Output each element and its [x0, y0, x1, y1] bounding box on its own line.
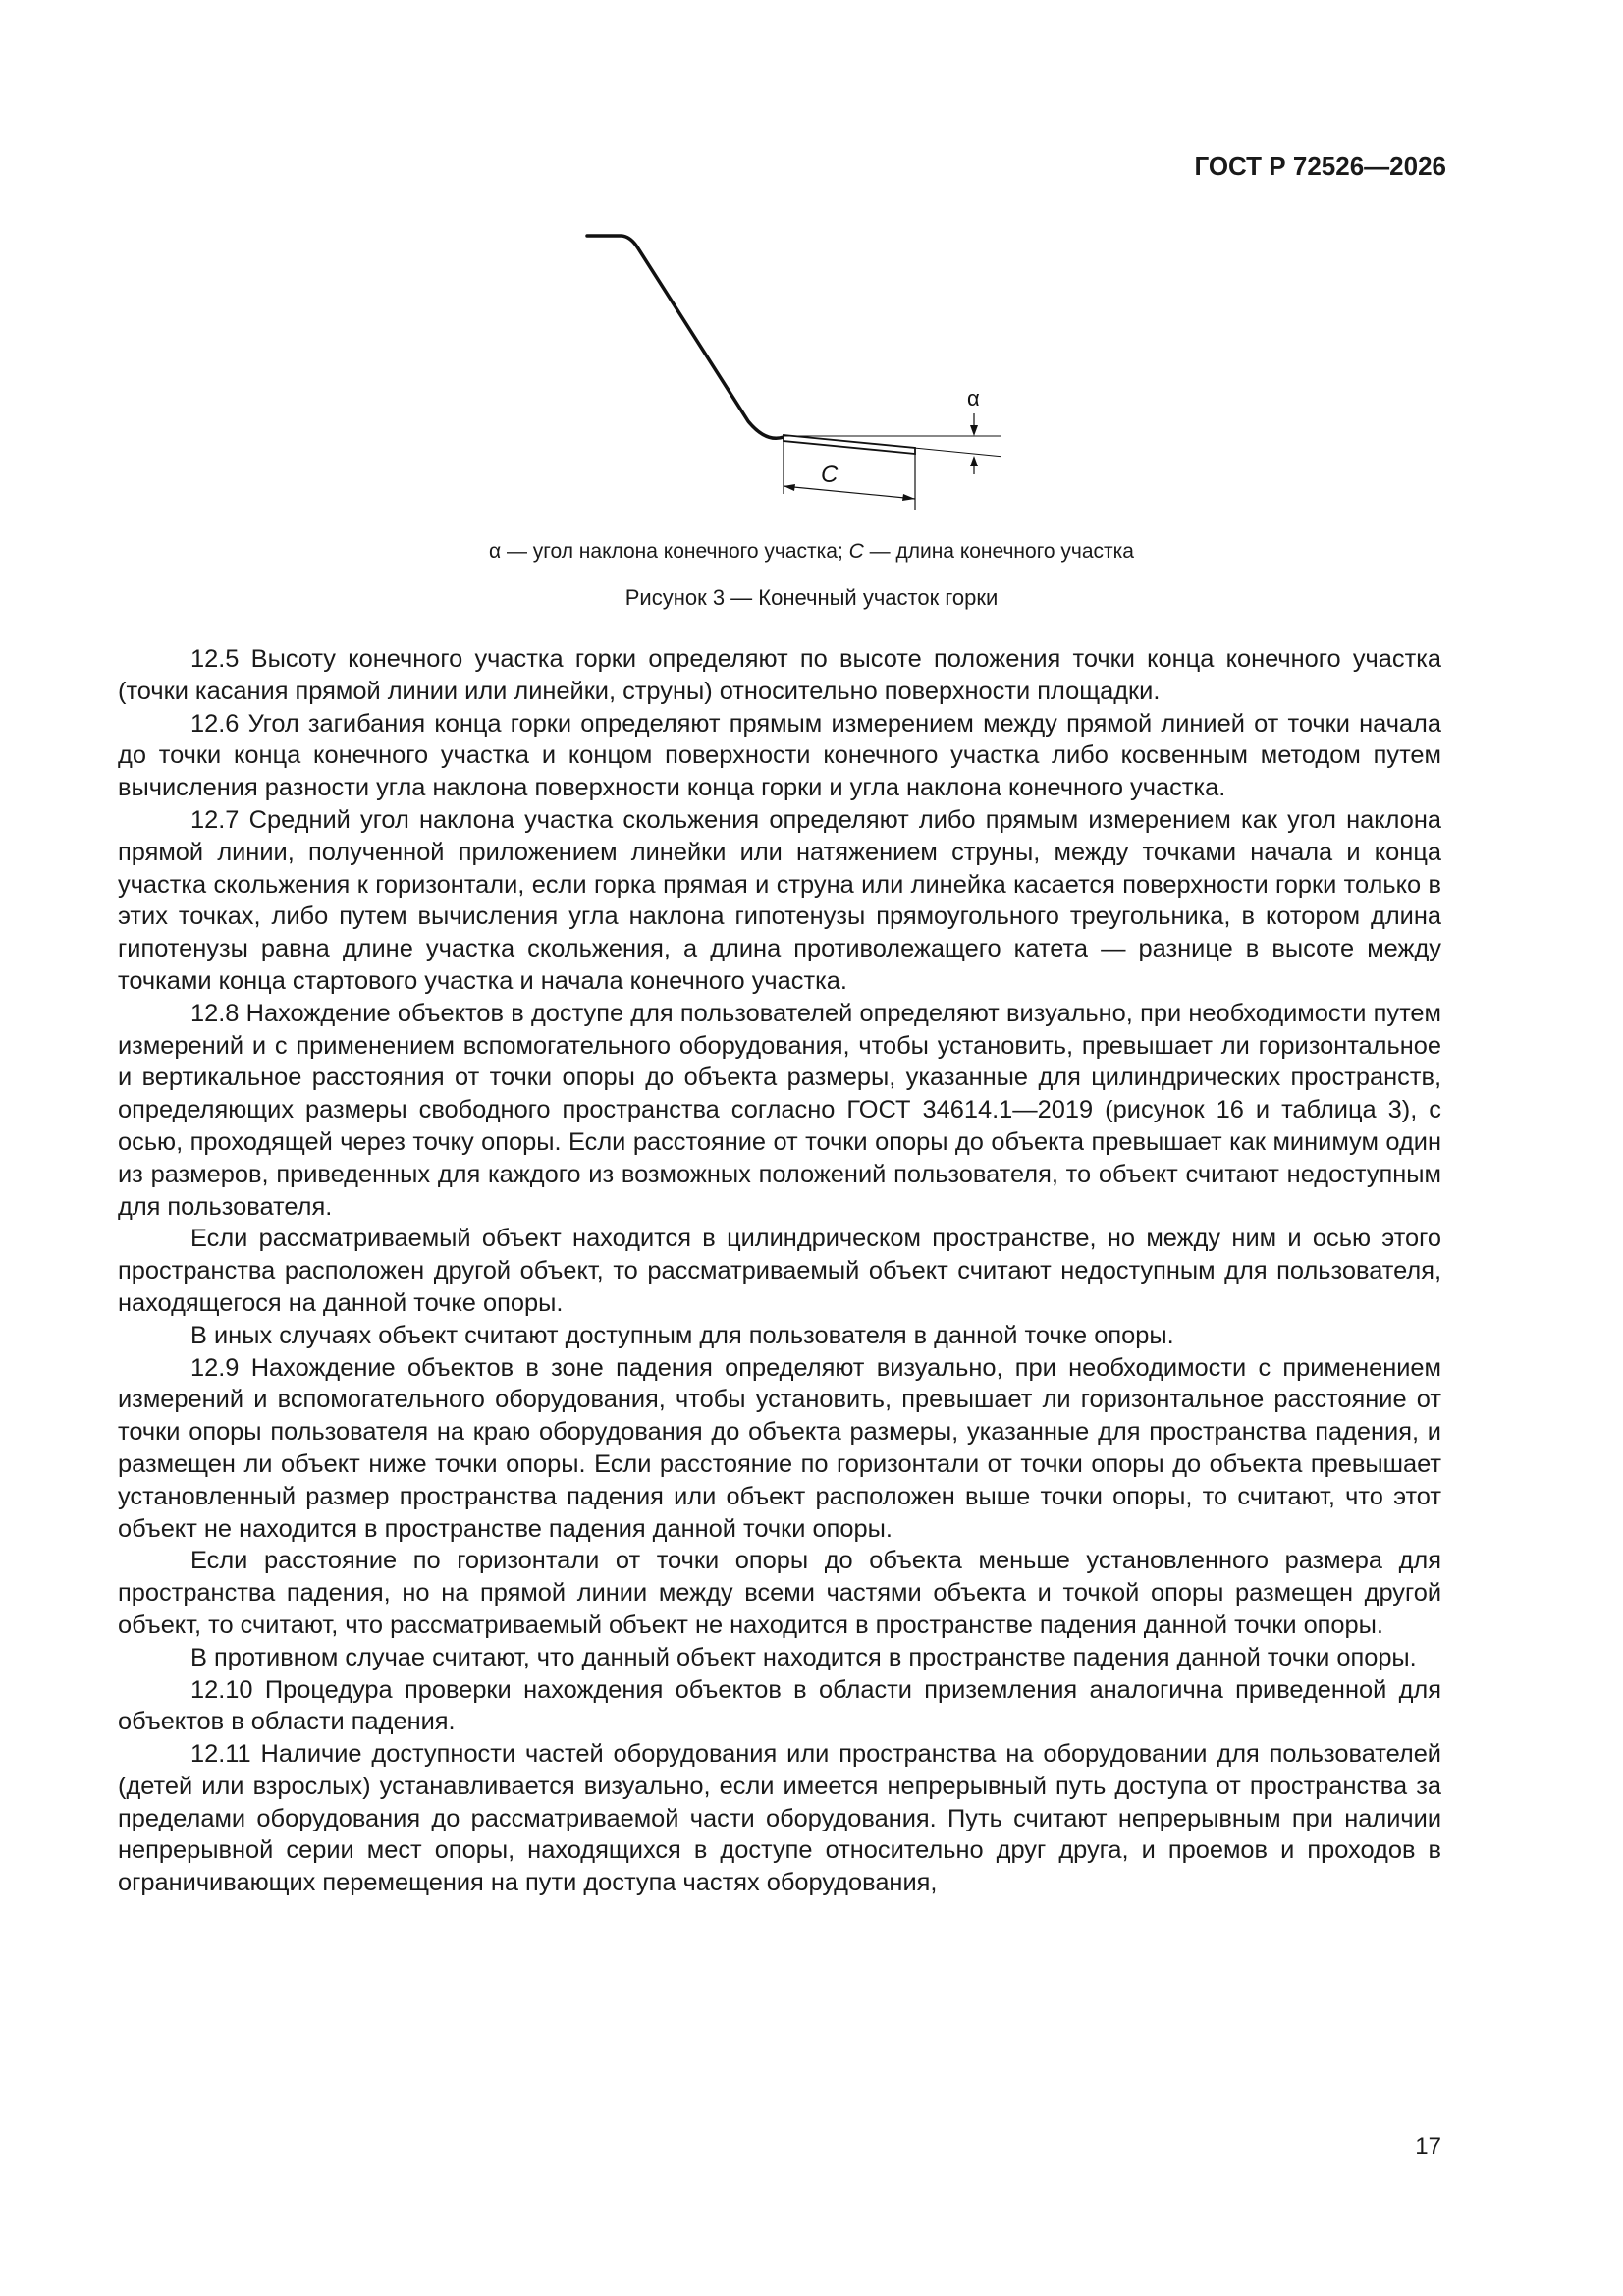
paragraph-12-11: 12.11 Наличие доступности частей оборудования или пространства на оборудовании для пользователей (детей или взрослых) устанавливается визуально, если имеется непрерывный путь доступа от пространства за пределами оборудования до рассматриваемой части оборудования. Путь считают непрерывным при наличии непрерывной серии мест опоры, находящихся в доступе относительно друг друга, и проемов и проходов в ограничивающих перемещения на пути доступа частях оборудования, [118, 1740, 1441, 1897]
paragraph-12-9-cont-1: Если расстояние по горизонтали от точки опоры до объекта меньше установленного размера для пространства падения, но на прямой линии между всеми частями объекта и точкой опоры размещен другой объект, то считают, что рассматриваемый объект не находится в пространстве падения данной точки опоры. [118, 1547, 1441, 1639]
legend-c-text: — длина конечного участка [863, 540, 1134, 563]
paragraph-12-6: 12.6 Угол загибания конца горки определяют прямым измерением между прямой линией от точки начала до точки конца конечного участка и концом поверхности конечного участка либо косвенным методом путем вычисления разности угла наклона поверхности конца горки и угла наклона конечного участка. [118, 709, 1441, 802]
alpha-arrowhead-bottom [970, 456, 978, 466]
page-number: 17 [1415, 2133, 1441, 2159]
document-header: ГОСТ Р 72526—2026 [1194, 151, 1446, 181]
figure-legend [0, 540, 1623, 564]
c-label: C [821, 462, 839, 488]
legend-c-symbol: C [848, 540, 864, 563]
paragraph-12-8-cont-2: В иных случаях объект считают доступным для пользователя в данной точке опоры. [190, 1321, 1174, 1349]
figure-caption: Рисунок 3 — Конечный участок горки [624, 585, 999, 610]
paragraph-12-8: 12.8 Нахождение объектов в доступе для пользователей определяют визуально, при необходимости путем измерений и с применением вспомогательного оборудования, чтобы установить, превышает ли горизонтальное и вертикальное расстояния от точки опоры до объекта размеры, указанные для цилиндрических пространств, определяющих размеры свободного пространства согласно ГОСТ 34614.1—2019 (рисунок 16 и таблица 3), с осью, проходящей через точку опоры. Если расстояние от точки опоры до объекта превышает как минимум один из размеров, приведенных для каждого из возможных положений пользователя, то объект считают недоступным для пользователя. [118, 999, 1441, 1221]
c-dimension-line [784, 486, 915, 499]
paragraph-12-10: 12.10 Процедура проверки нахождения объектов в области приземления аналогична приведенной для объектов в области падения. [118, 1675, 1441, 1736]
alpha-label: α [967, 386, 980, 410]
legend-alpha-symbol: α [488, 540, 502, 563]
paragraph-12-5: 12.5 Высоту конечного участка горки определяют по высоте положения точки конца конечного участка (точки касания прямой линии или линейки, струны) относительно поверхности площадки. [118, 645, 1441, 705]
ruler-line [784, 435, 915, 454]
paragraph-12-9: 12.9 Нахождение объектов в зоне падения определяют визуально, при необходимости с применением измерений и вспомогательного оборудования, чтобы установить, превышает ли горизонтальное расстояние от точки опоры пользователя на краю оборудования до объекта размеры, указанные для пространства падения, и размещен ли объект ниже точки опоры. Если расстояние по горизонтали от точки опоры до объекта превышает установленный размер пространства падения или объект расположен выше точки опоры, то считают, что этот объект не находится в пространстве падения данной точки опоры. [118, 1353, 1441, 1543]
c-arrowhead-left [784, 484, 795, 491]
slide-profile-line [587, 236, 784, 438]
paragraph-12-7: 12.7 Средний угол наклона участка скольжения определяют либо прямым измерением как угол наклона прямой линии, полученной приложением линейки или натяжением струны, между точками начала и конца участка скольжения к горизонтали, если горка прямая и струна или линейка касается поверхности горки только в этих точках, либо путем вычисления угла наклона гипотенузы прямоугольного треугольника, в котором длина гипотенузы равна длине участка скольжения, а длина противолежащего катета — разнице в высоте между точками конца стартового участка и начала конечного участка. [118, 805, 1441, 995]
slide-end-figure [569, 221, 1001, 516]
slide-end-diagram [569, 221, 1001, 516]
alpha-arrowhead-top [970, 425, 978, 436]
legend-alpha-text: — угол наклона конечного участка; [501, 540, 849, 563]
document-body [118, 643, 1441, 1899]
paragraph-12-8-cont-1: Если рассматриваемый объект находится в цилиндрическом пространстве, но между ним и осью этого пространства расположен другой объект, то рассматриваемый объект считают недоступным для пользователя, находящегося на данной точке опоры. [118, 1225, 1441, 1317]
paragraph-12-9-cont-2: В противном случае считают, что данный объект находится в пространстве падения данной точки опоры. [190, 1643, 1417, 1671]
c-arrowhead-right [902, 494, 915, 501]
